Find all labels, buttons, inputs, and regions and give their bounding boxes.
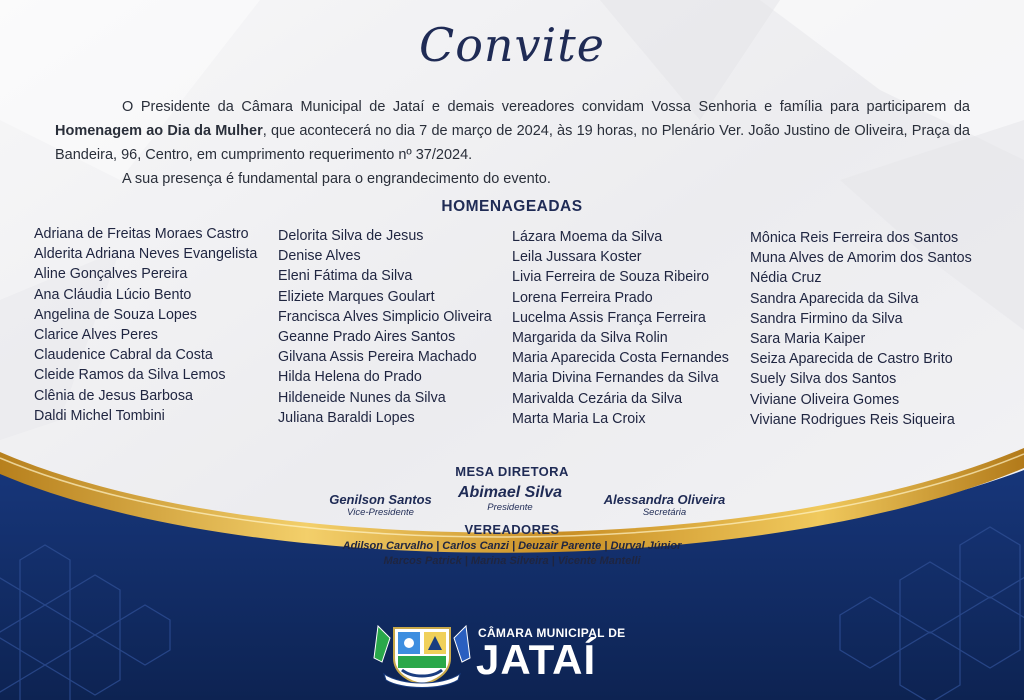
president: [440, 484, 580, 513]
honoree-name: Aline Gonçalves Pereira: [34, 266, 188, 283]
councilors-line-1: Adilson Carvalho | Carlos Canzi | Deuzair Parente | Durval Júnior: [342, 540, 682, 552]
invitation-text: [55, 95, 970, 191]
honoree-name: Geanne Prado Aires Santos: [278, 328, 456, 345]
honorees-column-2: [278, 226, 492, 428]
vice-president: [318, 492, 443, 518]
honoree-name: Hildeneide Nunes da Silva: [278, 389, 446, 406]
honoree-name: Sara Maria Kaiper: [750, 330, 866, 347]
honoree-name: Adriana de Freitas Moraes Castro: [34, 226, 249, 242]
honoree-name: Nédia Cruz: [750, 270, 822, 287]
president-name: Abimael Silva: [457, 484, 563, 501]
organization-name-top: CÂMARA MUNICIPAL DE: [478, 626, 626, 640]
honoree-name: Marivalda Cezária da Silva: [512, 390, 683, 407]
honoree-name: Viviane Rodrigues Reis Siqueira: [750, 411, 955, 428]
secretary: [582, 492, 747, 518]
president-role: Presidente: [487, 502, 533, 513]
honoree-name: Maria Divina Fernandes da Silva: [512, 370, 719, 387]
honoree-name: Suely Silva dos Santos: [750, 371, 897, 388]
intro-start: O Presidente da Câmara Municipal de Jataí e demais vereadores convidam Vossa Senhoria e família para participarem da: [122, 99, 970, 115]
honoree-name: Angelina de Souza Lopes: [34, 306, 197, 323]
honorees-heading: HOMENAGEADAS: [441, 198, 583, 215]
honoree-name: Hilda Helena do Prado: [278, 369, 422, 386]
secretary-name: Alessandra Oliveira: [603, 492, 726, 507]
intro-closing: A sua presença é fundamental para o engrandecimento do evento.: [122, 171, 551, 187]
honoree-name: Clarice Alves Peres: [34, 326, 158, 343]
honoree-name: Viviane Oliveira Gomes: [750, 391, 900, 408]
honoree-name: Alderita Adriana Neves Evangelista: [34, 246, 258, 263]
honoree-name: Denise Alves: [278, 248, 361, 265]
honorees-column-4: [750, 228, 972, 430]
honoree-name: Sandra Firmino da Silva: [750, 310, 903, 327]
councilors-heading: VEREADORES: [464, 522, 560, 537]
honoree-name: Eliziete Marques Goulart: [278, 288, 435, 305]
honoree-name: Claudenice Cabral da Costa: [34, 347, 213, 364]
councilors-line-2: Marcos Patrick | Marina Silveira | Vicente Mantelli: [383, 555, 641, 567]
board-heading: MESA DIRETORA: [455, 464, 569, 479]
honoree-name: Livia Ferreira de Souza Ribeiro: [512, 269, 710, 286]
honoree-name: Leila Jussara Koster: [512, 249, 642, 266]
invitation-title: Convite: [419, 18, 605, 72]
honoree-name: Francisca Alves Simplicio Oliveira: [278, 308, 492, 325]
honoree-name: Maria Aparecida Costa Fernandes: [512, 350, 729, 367]
intro-end: , que acontecerá no dia 7 de março de 2024, às 19 horas, no Plenário Ver. João Justino de Oliveira, Praça da Bandeira, 96, Centro, em cumprimento requerimento nº 37/2024.: [55, 123, 970, 163]
honoree-name: Muna Alves de Amorim dos Santos: [750, 250, 972, 267]
honoree-name: Margarida da Silva Rolin: [512, 329, 668, 346]
honoree-name: Juliana Baraldi Lopes: [278, 409, 415, 426]
event-name: Homenagem ao Dia da Mulher: [55, 123, 263, 139]
organization-name-main: JATAÍ: [476, 636, 597, 683]
honoree-name: Mônica Reis Ferreira dos Santos: [750, 230, 959, 246]
honorees-column-1: [34, 224, 257, 426]
vice-president-name: Genilson Santos: [329, 492, 432, 507]
city-coat-of-arms-icon: [372, 618, 472, 688]
honoree-name: Ana Cláudia Lúcio Bento: [34, 286, 192, 303]
honoree-name: Marta Maria La Croix: [512, 410, 646, 427]
secretary-role: Secretária: [642, 507, 687, 518]
honoree-name: Gilvana Assis Pereira Machado: [278, 349, 477, 366]
honorees-column-3: [512, 227, 729, 429]
honoree-name: Lucelma Assis França Ferreira: [512, 309, 706, 326]
honoree-name: Lázara Moema da Silva: [512, 229, 663, 245]
honoree-name: Daldi Michel Tombini: [34, 407, 165, 424]
honoree-name: Sandra Aparecida da Silva: [750, 290, 919, 307]
honoree-name: Clênia de Jesus Barbosa: [34, 387, 193, 404]
honoree-name: Eleni Fátima da Silva: [278, 268, 413, 285]
honoree-name: Delorita Silva de Jesus: [278, 228, 424, 244]
vice-president-role: Vice-Presidente: [347, 507, 414, 518]
honoree-name: Seiza Aparecida de Castro Brito: [750, 351, 953, 368]
honoree-name: Cleide Ramos da Silva Lemos: [34, 367, 226, 384]
honoree-name: Lorena Ferreira Prado: [512, 289, 653, 306]
